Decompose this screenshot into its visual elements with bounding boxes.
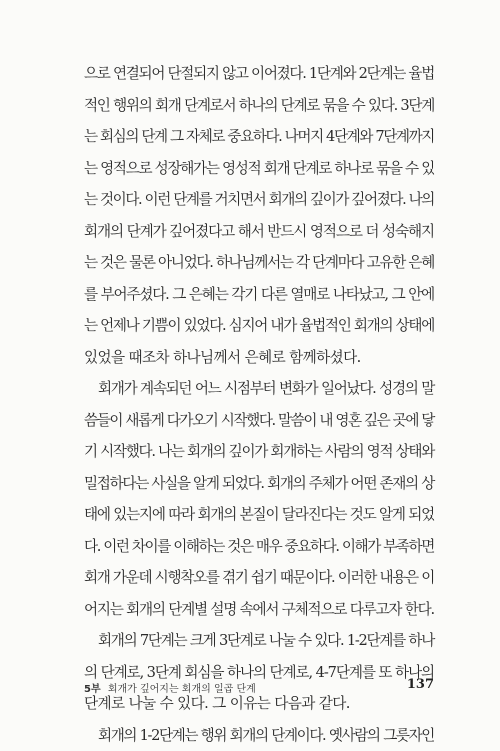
text-line: 단계로 나눌 수 있다. 그 이유는 다음과 같다. — [84, 688, 434, 720]
text-line: 어지는 회개의 단계별 설명 속에서 구체적으로 다루고자 한다. — [84, 594, 434, 626]
text-line: 으로 연결되어 단절되지 않고 이어졌다. 1단계와 2단계는 율법 — [84, 58, 434, 90]
text-line: 회개 가운데 시행착오를 겪기 쉽기 때문이다. 이러한 내용은 이 — [84, 562, 434, 594]
body-text — [84, 58, 434, 751]
page-number: 137 — [400, 677, 434, 692]
text-line: 적인 행위의 회개 단계로서 하나의 단계로 묶을 수 있다. 3단계 — [84, 90, 434, 122]
text-line: 는 것이다. 이런 단계를 거치면서 회개의 깊이가 깊어졌다. 나의 — [84, 184, 434, 216]
text-line: 다. 이런 차이를 이해하는 것은 매우 중요하다. 이해가 부족하면 — [84, 531, 434, 563]
text-line: 밀접하다는 사실을 알게 되었다. 회개의 주체가 어떤 존재의 상 — [84, 468, 434, 500]
text-line: 는 영적으로 성장해가는 영성적 회개 단계로 하나로 묶을 수 있 — [84, 153, 434, 185]
text-line: 는 회심의 단계 그 자체로 중요하다. 나머지 4단계와 7단계까지 — [84, 121, 434, 153]
chapter-title: 회개가 깊어지는 회개의 일곱 단계 — [108, 684, 256, 695]
running-footer — [84, 680, 256, 695]
text-line: 있었을 때조차 하나님께서 은혜로 함께하셨다. — [84, 342, 434, 374]
text-line: 의 단계로, 3단계 회심을 하나의 단계로, 4-7단계를 또 하나의 — [84, 657, 434, 689]
text-line: 는 언제나 기쁨이 있었다. 심지어 내가 율법적인 회개의 상태에 — [84, 310, 434, 342]
text-line: 기 시작했다. 나는 회개의 깊이가 회개하는 사람의 영적 상태와 — [84, 436, 434, 468]
text-line: 회개의 1-2단계는 행위 회개의 단계이다. 옛사람의 그릇자인 — [84, 720, 434, 751]
text-line: 를 부어주셨다. 그 은혜는 각기 다른 열매로 나타났고, 그 안에 — [84, 279, 434, 311]
part-label: 5부 — [84, 684, 101, 695]
text-line: 회개의 7단계는 크게 3단계로 나눌 수 있다. 1-2단계를 하나 — [84, 625, 434, 657]
text-line: 는 것은 물론 아니었다. 하나님께서는 각 단계마다 고유한 은혜 — [84, 247, 434, 279]
text-line: 회개가 계속되던 어느 시점부터 변화가 일어났다. 성경의 말 — [84, 373, 434, 405]
text-line: 씀들이 새롭게 다가오기 시작했다. 말씀이 내 영혼 깊은 곳에 닿 — [84, 405, 434, 437]
text-line: 태에 있는지에 따라 회개의 본질이 달라진다는 것도 알게 되었 — [84, 499, 434, 531]
text-line: 회개의 단계가 깊어졌다고 해서 반드시 영적으로 더 성숙해지 — [84, 216, 434, 248]
